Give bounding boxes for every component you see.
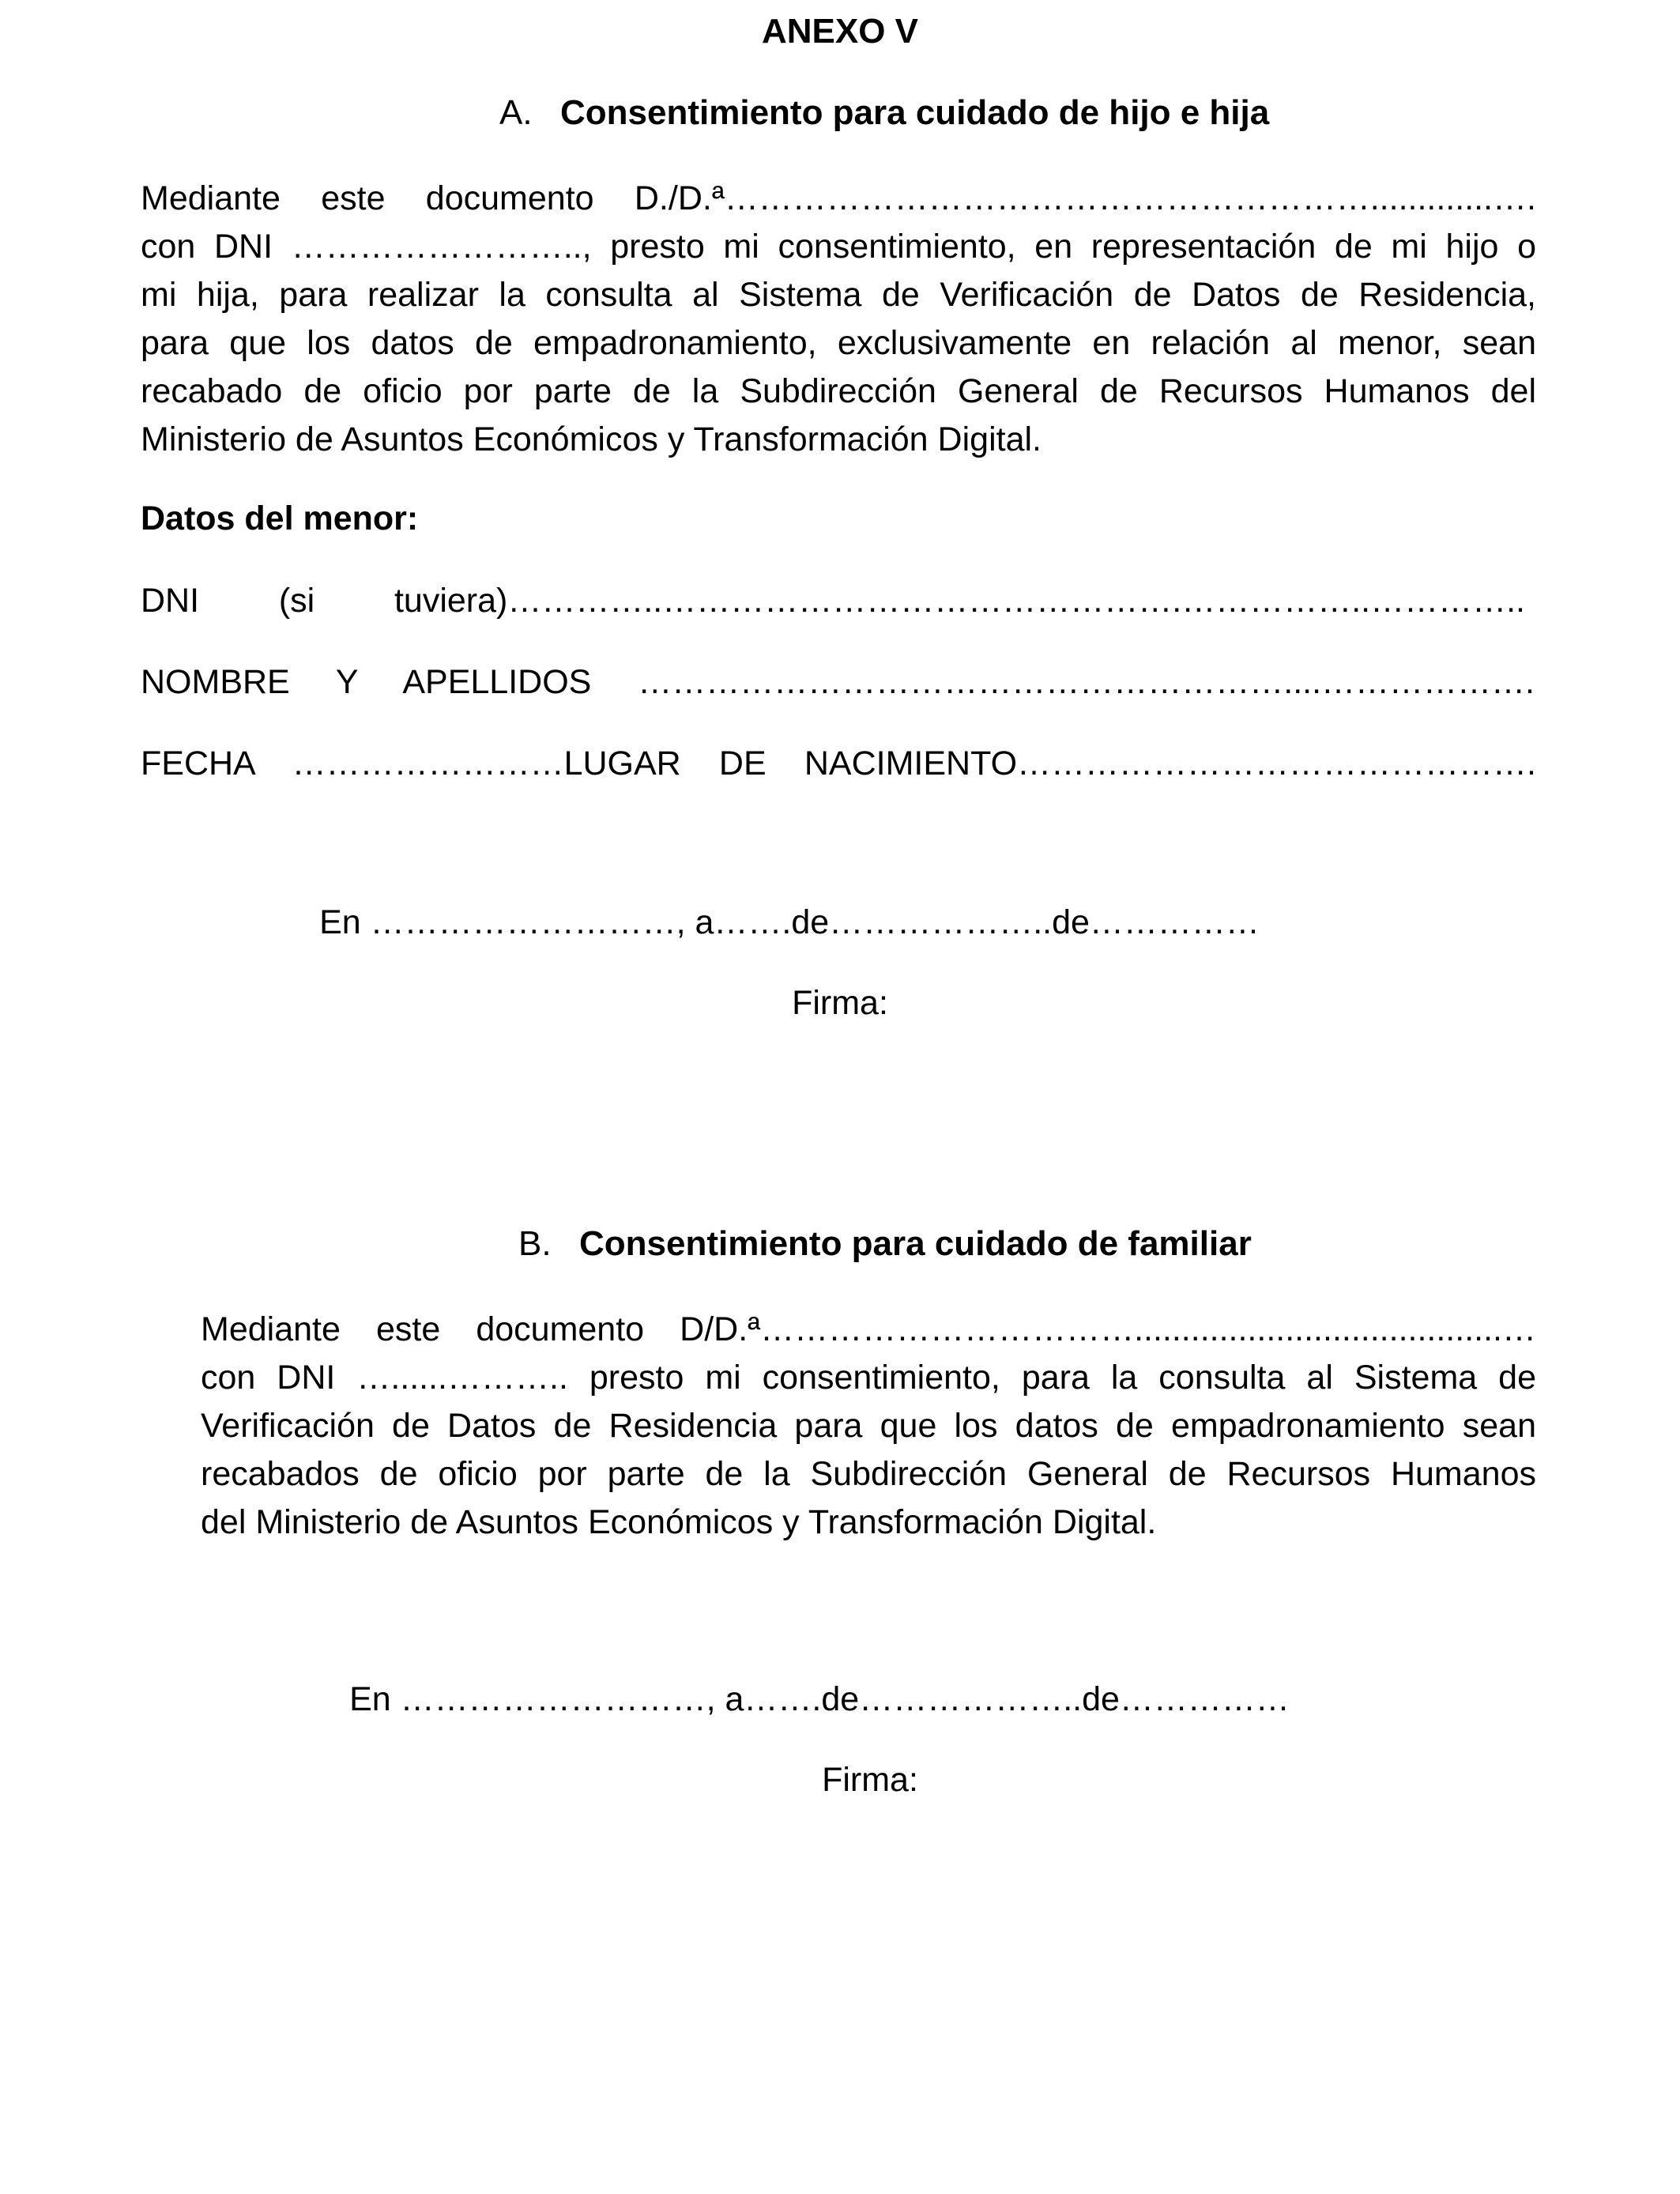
section-b-letter: B. xyxy=(518,1224,552,1263)
section-a-paragraph-line: recabado de oficio por parte de la Subdirección General de Recursos Humanos del xyxy=(141,372,1536,410)
section-b-paragraph xyxy=(201,1306,1536,1547)
section-a-paragraph xyxy=(141,175,1536,464)
section-b-heading xyxy=(518,1220,1252,1268)
section-a-signature-label: Firma: xyxy=(792,984,888,1022)
section-b-signature-label: Firma: xyxy=(822,1761,918,1799)
birth-date-place-field[interactable]: FECHA ……………………LUGAR DE NACIMIENTO………………………………………. xyxy=(141,745,1536,782)
section-a-heading xyxy=(499,89,1269,137)
section-a-paragraph-line: para que los datos de empadronamiento, exclusivamente en relación al menor, sean xyxy=(141,324,1536,362)
section-a-place-date xyxy=(0,899,1680,947)
section-b-paragraph-line: recabados de oficio por parte de la Subdirección General de Recursos Humanos xyxy=(201,1455,1536,1493)
annex-title: ANEXO V xyxy=(761,12,919,51)
section-a-letter: A. xyxy=(499,93,533,132)
section-b-paragraph-line: del Ministerio de Asuntos Económicos y Transformación Digital. xyxy=(201,1503,1157,1541)
section-b-place-date xyxy=(0,1676,1680,1724)
section-b-paragraph-line: Mediante este documento D/D.ª…………………………….......................................… xyxy=(201,1310,1536,1348)
section-b-title: Consentimiento para cuidado de familiar xyxy=(579,1224,1252,1263)
dni-field[interactable]: DNI (si tuviera)…………..……………………………………….……………..………….. xyxy=(141,582,1525,620)
section-b-paragraph-line: con DNI …......……….. presto mi consentimiento, para la consulta al Sistema de xyxy=(201,1359,1536,1397)
section-b-signature xyxy=(0,1756,1680,1804)
section-b-place-date-text[interactable]: En ………………………, a…….de………………..de…………… xyxy=(349,1680,1290,1718)
section-a-paragraph-line: Mediante este documento D./D.ª………………………………………………….............…. xyxy=(141,179,1536,217)
section-a-title: Consentimiento para cuidado de hijo e hija xyxy=(560,93,1270,132)
section-a-place-date-text[interactable]: En ………………………, a…….de………………..de…………… xyxy=(319,903,1260,941)
name-field[interactable]: NOMBRE Y APELLIDOS …………………………………………………....………………. xyxy=(141,663,1535,701)
section-a-paragraph-line: mi hija, para realizar la consulta al Sistema de Verificación de Datos de Residencia, xyxy=(141,276,1536,314)
section-a-paragraph-line: con DNI …………………….., presto mi consentimiento, en representación de mi hijo o xyxy=(141,228,1536,266)
section-a-signature xyxy=(0,979,1680,1027)
section-a-paragraph-line: Ministerio de Asuntos Económicos y Transformación Digital. xyxy=(141,420,1042,458)
minor-data-heading: Datos del menor: xyxy=(141,499,419,537)
section-b-paragraph-line: Verificación de Datos de Residencia para que los datos de empadronamiento sean xyxy=(201,1407,1536,1445)
